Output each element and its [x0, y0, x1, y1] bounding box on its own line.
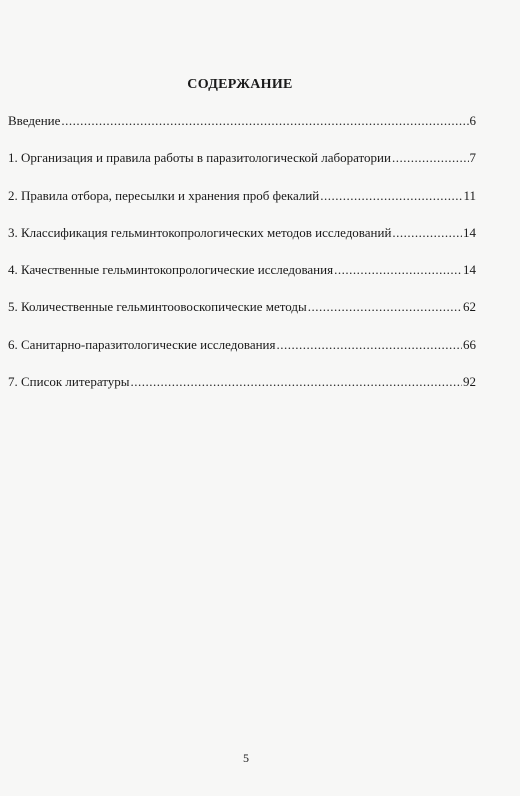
dot-leader	[320, 188, 462, 204]
toc-entry-page: 7	[469, 150, 476, 166]
dot-leader	[392, 150, 469, 166]
toc-entry-label: 6. Санитарно-паразитологические исследования	[8, 336, 276, 352]
toc-entry-intro	[8, 113, 476, 150]
toc-entry-label: 7. Список литературы	[8, 374, 130, 390]
page-number: 5	[243, 751, 249, 765]
toc-entry-label: 4. Качественные гельминтокопрологические исследования	[8, 262, 334, 278]
toc-entry-4	[8, 262, 476, 299]
dot-leader	[131, 374, 463, 390]
toc-entry-label: Введение	[8, 113, 61, 128]
toc-entry-7	[8, 374, 476, 411]
toc-entry-5	[8, 299, 476, 336]
toc-entry-label: 3. Классификация гельминтокопрологических методов исследований	[8, 224, 392, 240]
toc-entry-page: 92	[463, 374, 476, 390]
toc-entry-6	[8, 337, 476, 374]
dot-leader	[392, 225, 462, 241]
dot-leader	[308, 299, 462, 315]
toc-entry-label: 1. Организация и правила работы в паразитологической лаборатории	[8, 150, 391, 166]
dot-leader	[334, 262, 462, 278]
toc-entry-page: 14	[463, 262, 476, 278]
toc-entry-label: 5. Количественные гельминтоовоскопические методы	[8, 299, 307, 315]
toc-entry-1	[8, 150, 476, 187]
toc-entry-3	[8, 225, 476, 262]
toc-entry-page: 66	[463, 336, 476, 352]
dot-leader	[61, 113, 468, 129]
toc-entry-2	[8, 188, 476, 225]
toc-entry-page: 62	[463, 299, 476, 315]
toc-entry-label: 2. Правила отбора, пересылки и хранения проб фекалий	[8, 187, 320, 203]
toc-title: СОДЕРЖАНИЕ	[187, 77, 293, 92]
toc-entry-page: 11	[463, 187, 476, 203]
toc-entry-page: 14	[463, 224, 476, 240]
dot-leader	[276, 337, 462, 353]
toc-list	[8, 113, 476, 411]
toc-entry-page: 6	[469, 113, 476, 128]
